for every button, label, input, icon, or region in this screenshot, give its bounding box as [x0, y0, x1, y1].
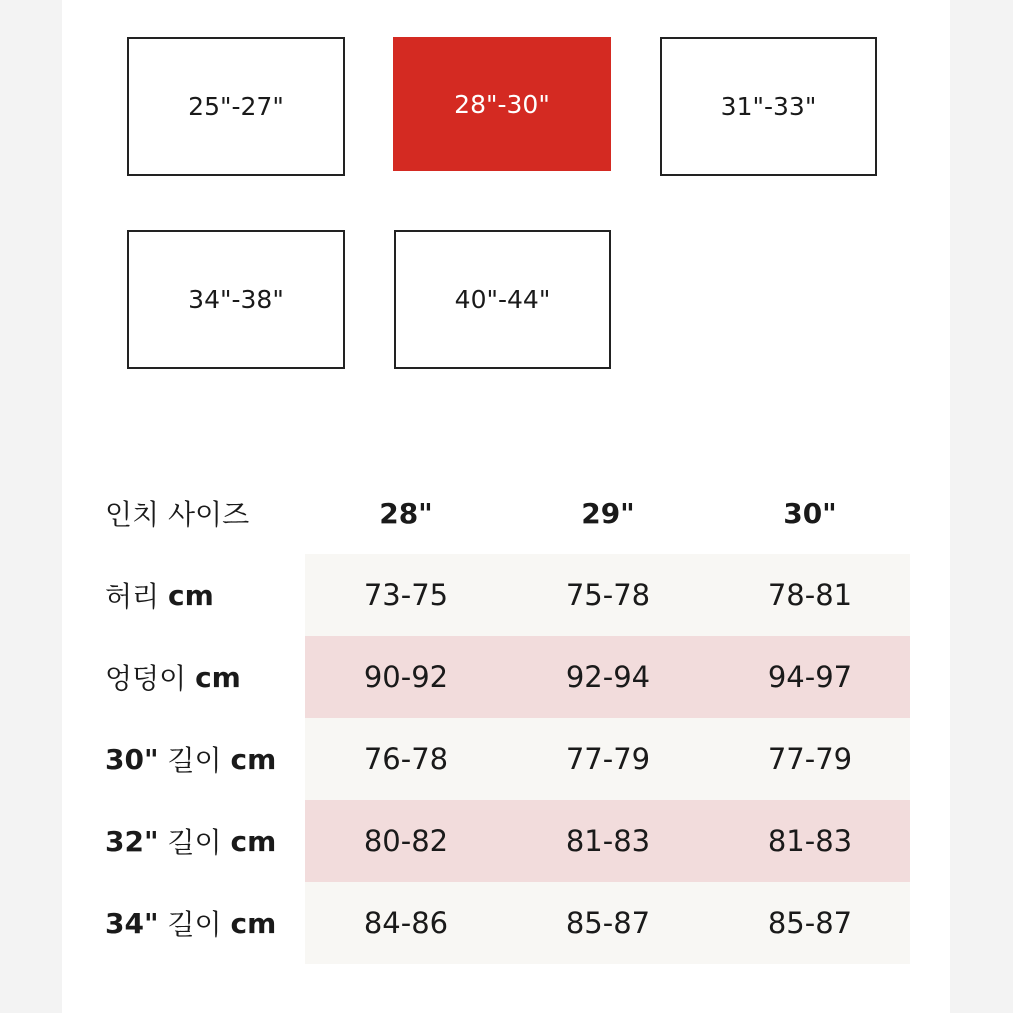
table-cell: 85-87	[767, 906, 853, 940]
table-cell: 81-83	[565, 824, 651, 858]
table-cell: 90-92	[363, 660, 449, 694]
table-cell: 78-81	[767, 578, 853, 612]
row-label-text: 허리	[105, 580, 160, 613]
table-cell: 81-83	[767, 824, 853, 858]
row-label-unit: cm	[230, 824, 277, 858]
row-label-text: 길이	[167, 908, 222, 941]
row-label-unit: cm	[230, 742, 277, 776]
row-label-prefix: 32"	[105, 824, 159, 858]
row-label-unit: cm	[230, 906, 277, 940]
table-cell: 84-86	[363, 906, 449, 940]
size-option-label: 34"-38"	[188, 285, 284, 314]
size-option-25-27[interactable]	[127, 37, 345, 176]
table-cell: 94-97	[767, 660, 853, 694]
size-option-label: 31"-33"	[720, 92, 817, 121]
table-cell: 77-79	[767, 742, 853, 776]
row-label-hip	[105, 636, 241, 718]
row-label-length-30	[105, 718, 276, 800]
size-option-40-44[interactable]	[394, 230, 611, 369]
table-cell: 85-87	[565, 906, 651, 940]
column-header-30: 30"	[783, 496, 837, 530]
row-label-waist	[105, 554, 214, 636]
column-header-28: 28"	[379, 496, 433, 530]
row-label-unit: cm	[168, 578, 214, 612]
table-cell: 75-78	[565, 578, 651, 612]
row-label-unit: cm	[195, 660, 241, 694]
row-label-prefix: 30"	[105, 742, 159, 776]
size-option-34-38[interactable]	[127, 230, 345, 369]
row-label-prefix: 34"	[105, 906, 159, 940]
row-label-text: 길이	[167, 826, 222, 859]
table-cell: 77-79	[565, 742, 651, 776]
size-option-label: 25"-27"	[188, 92, 284, 121]
table-cell: 73-75	[363, 578, 449, 612]
row-label-text: 엉덩이	[105, 662, 187, 695]
size-option-label: 40"-44"	[454, 285, 551, 314]
table-cell: 76-78	[363, 742, 449, 776]
row-label-text: 길이	[167, 744, 222, 777]
row-label-length-32	[105, 800, 276, 882]
size-option-31-33[interactable]	[660, 37, 877, 176]
row-label-length-34	[105, 882, 276, 964]
table-cell: 80-82	[363, 824, 449, 858]
column-header-29: 29"	[581, 496, 635, 530]
table-header-label: 인치 사이즈	[105, 498, 250, 531]
table-cell: 92-94	[565, 660, 651, 694]
size-option-label: 28"-30"	[454, 89, 550, 119]
size-option-28-30[interactable]	[393, 37, 611, 171]
